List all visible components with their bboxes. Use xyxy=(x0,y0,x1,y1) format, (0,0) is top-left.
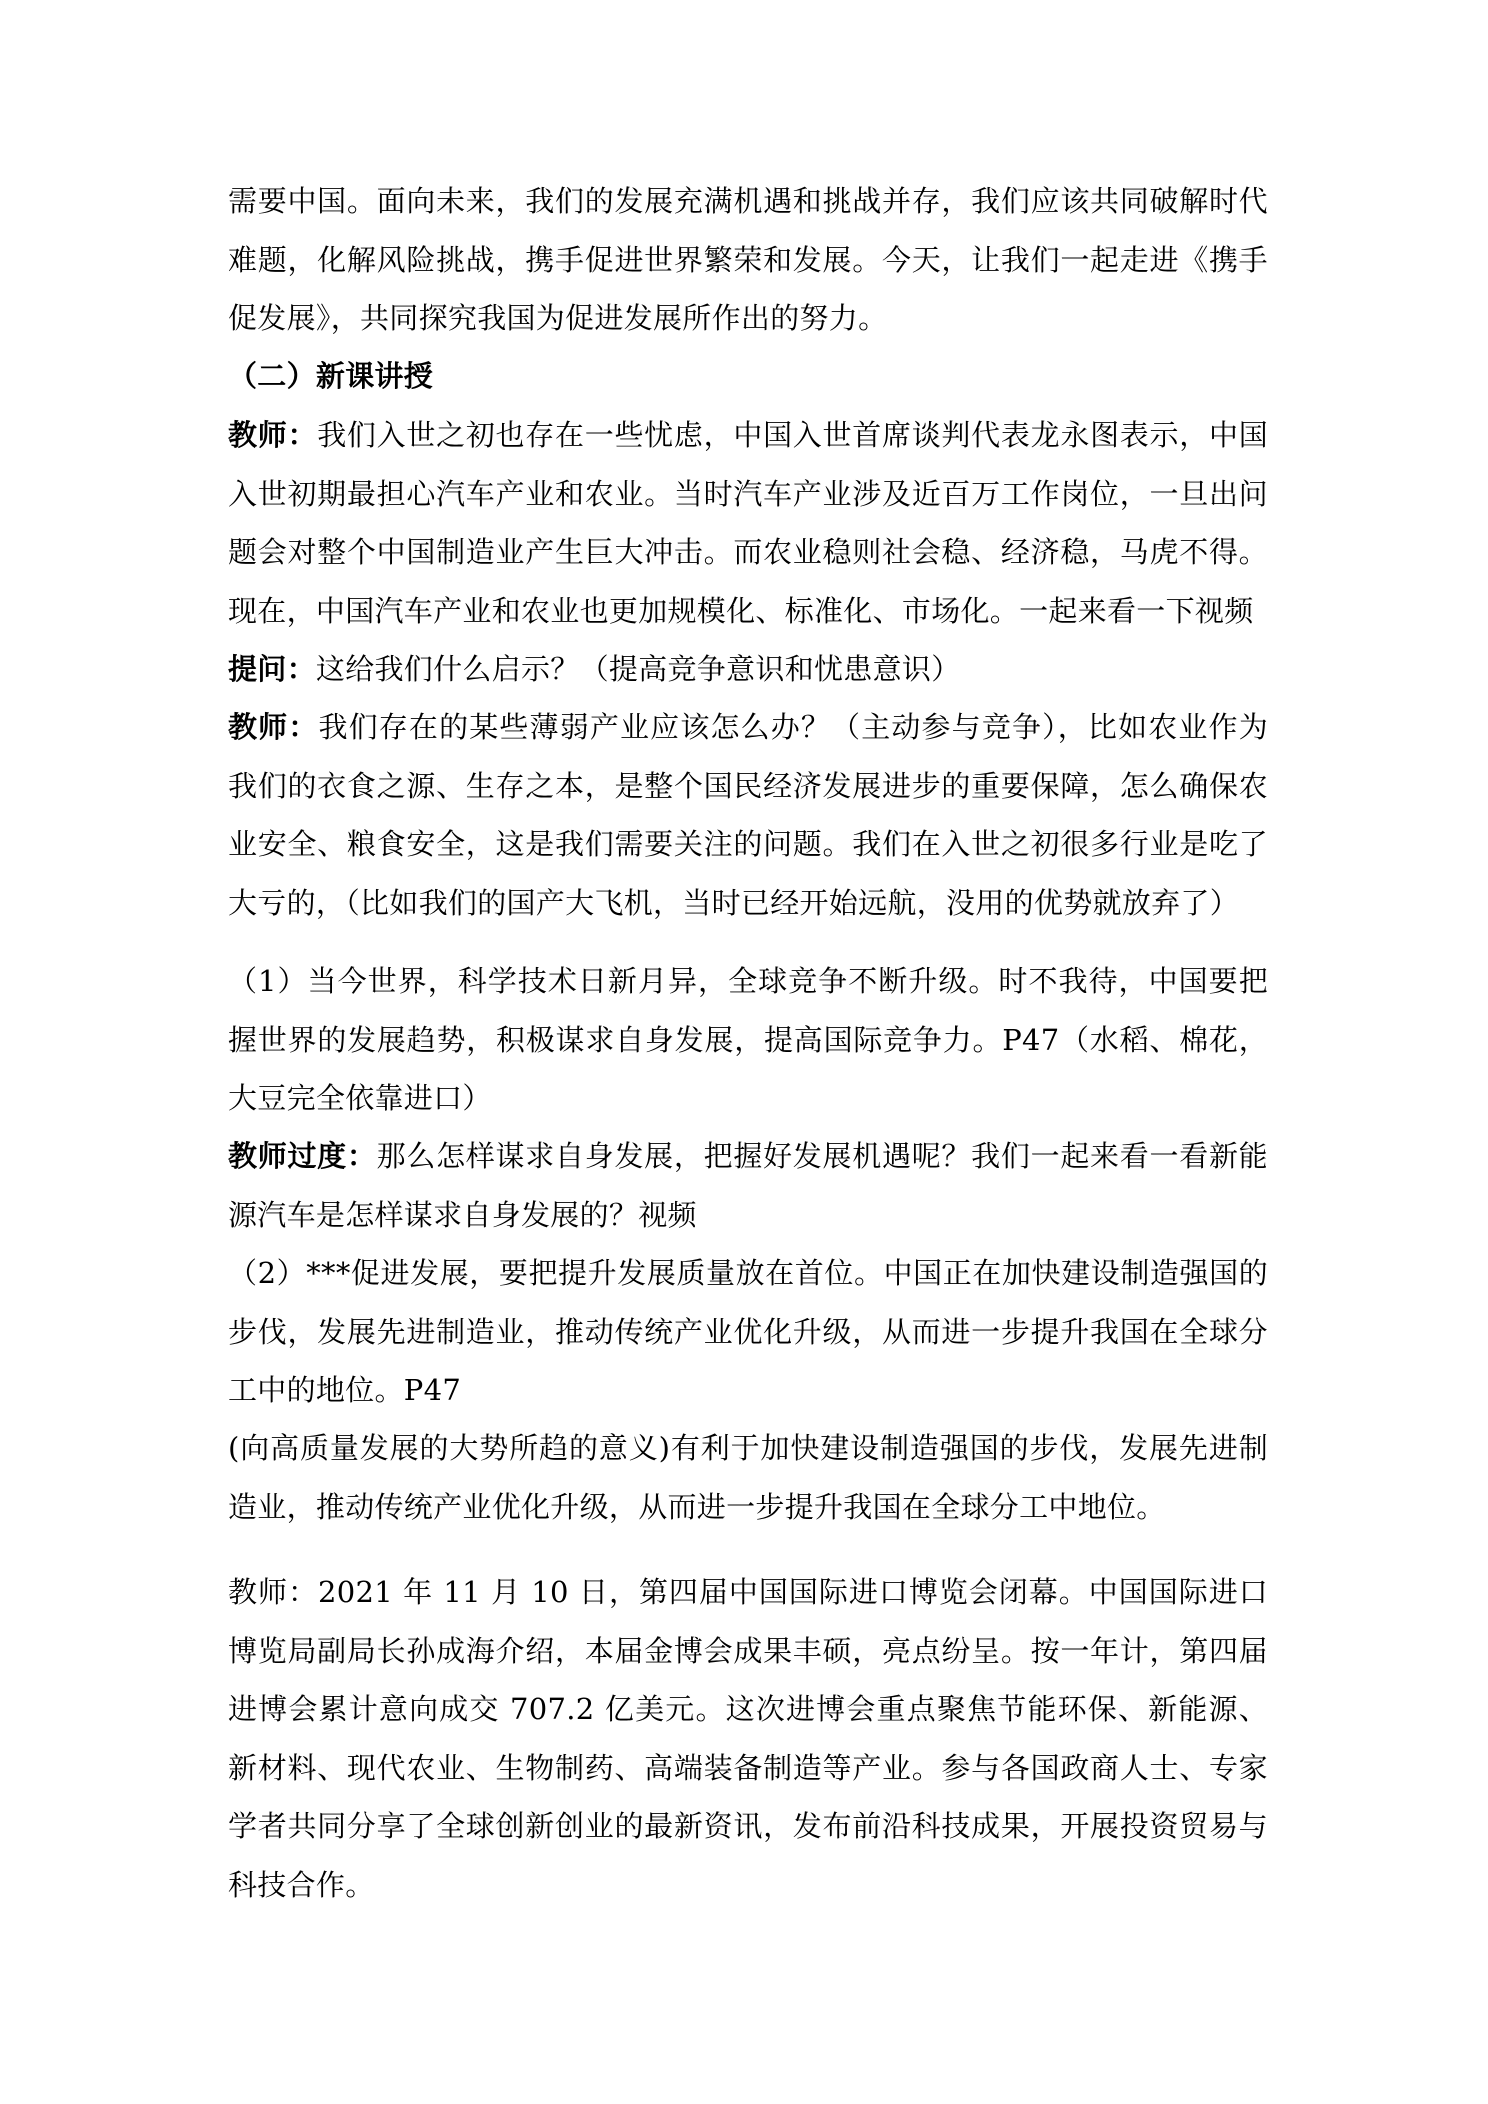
speaker-label: 提问： xyxy=(228,652,316,686)
intro-text: 需要中国。面向未来，我们的发展充满机遇和挑战并存，我们应该共同破解时代难题，化解风险挑战，携手促进世界繁荣和发展。今天，让我们一起走进《携手促发展》，共同探究我国为促进发展所作出的努力。 xyxy=(228,184,1268,335)
speaker-label: 教师过度： xyxy=(228,1139,377,1173)
paragraph-text: (向高质量发展的大势所趋的意义)有利于加快建设制造强国的步伐，发展先进制造业，推动传统产业优化升级，从而进一步提升我国在全球分工中地位。 xyxy=(228,1431,1268,1524)
paragraph-text: 那么怎样谋求自身发展，把握好发展机遇呢？我们一起来看一看新能源汽车是怎样谋求自身发展的？视频 xyxy=(228,1139,1268,1232)
teacher-transition-paragraph xyxy=(228,1127,1268,1244)
section-heading xyxy=(228,347,1268,406)
speaker-label: 教师： xyxy=(228,710,319,744)
significance-paragraph xyxy=(228,1419,1268,1536)
teacher-paragraph-3 xyxy=(228,1563,1268,1914)
paragraph-text: 这给我们什么启示？（提高竞争意识和忧患意识） xyxy=(315,652,961,686)
paragraph-text: 我们入世之初也存在一些忧虑，中国入世首席谈判代表龙永图表示，中国入世初期最担心汽车产业和农业。当时汽车产业涉及近百万工作岗位，一旦出问题会对整个中国制造业产生巨大冲击。而农业稳则社会稳、经济稳，马虎不得。现在，中国汽车产业和农业也更加规模化、标准化、市场化。一起来看一下视频 xyxy=(228,418,1268,628)
point-2-paragraph xyxy=(228,1244,1268,1420)
speaker-label: 教师： xyxy=(228,418,318,452)
intro-paragraph xyxy=(228,172,1268,348)
paragraph-text: （1）当今世界，科学技术日新月异，全球竞争不断升级。时不我待，中国要把握世界的发展趋势，积极谋求自身发展，提高国际竞争力。P47（水稻、棉花，大豆完全依靠进口） xyxy=(228,964,1268,1115)
section-heading-text: （二）新课讲授 xyxy=(228,359,434,393)
point-1-paragraph xyxy=(228,952,1268,1128)
paragraph-text: 教师：2021 年 11 月 10 日，第四届中国国际进口博览会闭幕。中国国际进口博览局副局长孙成海介绍，本届金博会成果丰硕，亮点纷呈。按一年计，第四届进博会累计意向成交 707.2 亿美元。这次进博会重点聚焦节能环保、新能源、新材料、现代农业、生物制药、高端装备制造等产业。参与各国政商人士、专家学者共同分享了全球创新创业的最新资讯，发布前沿科技成果，开展投资贸易与科技合作。 xyxy=(228,1575,1268,1902)
teacher-paragraph-2 xyxy=(228,698,1268,932)
question-paragraph xyxy=(228,640,1268,699)
paragraph-text: 我们存在的某些薄弱产业应该怎么办？（主动参与竞争），比如农业作为我们的衣食之源、生存之本，是整个国民经济发展进步的重要保障，怎么确保农业安全、粮食安全，这是我们需要关注的问题。我们在入世之初很多行业是吃了大亏的，（比如我们的国产大飞机，当时已经开始远航，没用的优势就放弃了） xyxy=(228,710,1268,920)
teacher-paragraph-1 xyxy=(228,406,1268,640)
paragraph-text: （2）***促进发展，要把提升发展质量放在首位。中国正在加快建设制造强国的步伐，发展先进制造业，推动传统产业优化升级，从而进一步提升我国在全球分工中的地位。P47 xyxy=(228,1256,1268,1407)
